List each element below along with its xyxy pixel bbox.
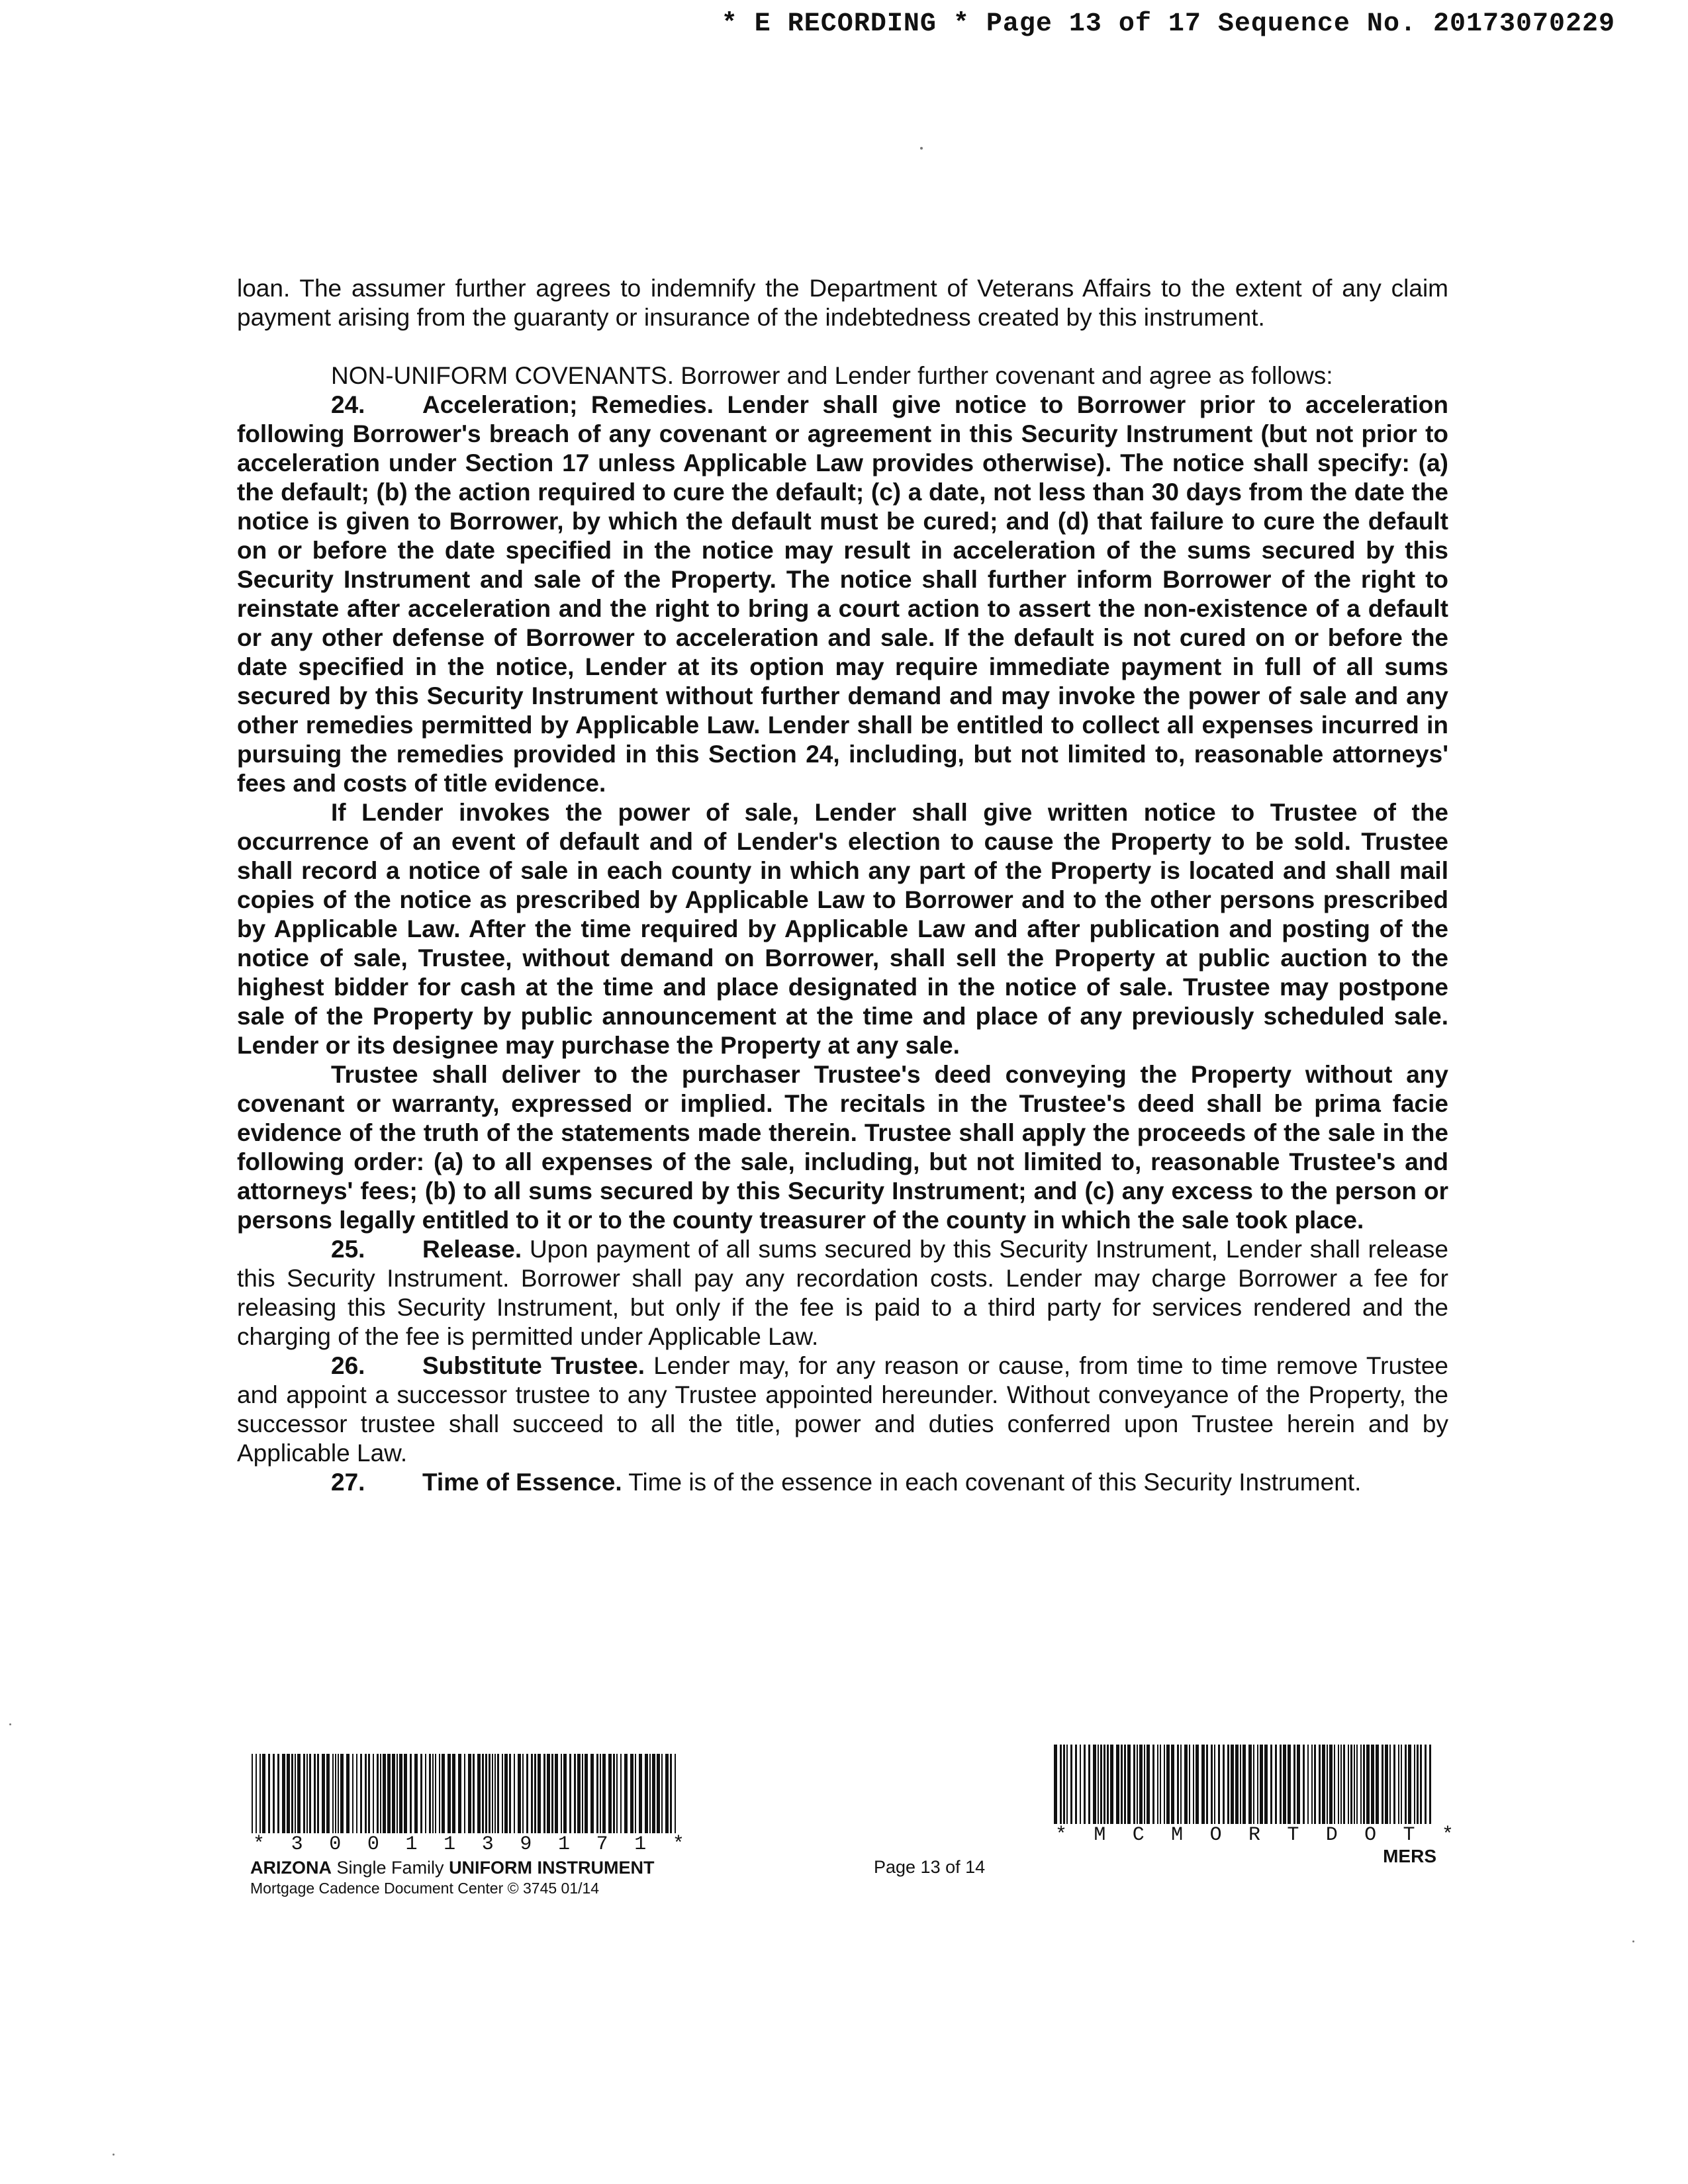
mers-label: MERS bbox=[1383, 1846, 1436, 1866]
barcode-bar bbox=[1110, 1745, 1113, 1824]
barcode-bar bbox=[458, 1754, 461, 1833]
barcode-bar bbox=[635, 1754, 636, 1833]
section-24-text: Lender shall give notice to Borrower prior to acceleration following Borrower's breach of any covenant or agreement in this Security Instrument (but not prior to acceleration under Section 17 unless Applicable Law provides otherwise). The notice shall specify: (a) the default; (b) the action required to cure the default; (c) a date, not less than 30 days from the date the notice is given to Borrower, by which the default must be cured; and (d) that failure to cure the default on or before the date specified in the notice may result in acceleration of the sums secured by this Security Instrument and sale of the Property. The notice shall further inform Borrower of the right to reinstate after acceleration and the right to bring a court action to assert the non-existence of a default or any other defense of Borrower to acceleration and sale. If the default is not cured on or before the date specified in the notice, Lender at its option may require immediate payment in full of all sums secured by this Security Instrument without further demand and may invoke the power of sale and any other remedies permitted by Applicable Law. Lender shall be entitled to collect all expenses incurred in pursuing the remedies provided in this Section 24, including, but not limited to, reasonable attorneys' fees and costs of title evidence. bbox=[237, 391, 1448, 797]
barcode-bar bbox=[518, 1754, 521, 1833]
barcode-bar bbox=[314, 1754, 316, 1833]
barcode-bar bbox=[1425, 1745, 1427, 1824]
barcode-bar bbox=[373, 1754, 374, 1833]
barcode-caption-char: 0 bbox=[329, 1833, 342, 1856]
section-27-paragraph bbox=[237, 1468, 1448, 1497]
barcode-bar bbox=[482, 1754, 484, 1833]
barcode-bar bbox=[383, 1754, 386, 1833]
barcode-caption-char: C bbox=[1132, 1824, 1145, 1846]
barcode-bar bbox=[1314, 1745, 1316, 1824]
barcode-bar bbox=[1248, 1745, 1252, 1824]
barcode-bar bbox=[1206, 1745, 1208, 1824]
barcode-bar bbox=[1348, 1745, 1349, 1824]
barcode-bar bbox=[360, 1754, 362, 1833]
barcode-bar bbox=[1063, 1745, 1065, 1824]
barcode-bar bbox=[277, 1754, 279, 1833]
barcode-bar bbox=[1084, 1745, 1086, 1824]
barcode-bar bbox=[1193, 1745, 1194, 1824]
barcode-bar bbox=[346, 1754, 350, 1833]
barcode-bar bbox=[356, 1754, 357, 1833]
barcode-bar bbox=[1060, 1745, 1062, 1824]
barcode-bar bbox=[1211, 1745, 1213, 1824]
barcode-bar bbox=[652, 1754, 655, 1833]
barcode-bar bbox=[1177, 1745, 1179, 1824]
form-title-instrument: UNIFORM INSTRUMENT bbox=[449, 1858, 655, 1878]
barcode-bar bbox=[602, 1754, 606, 1833]
barcode-bar bbox=[1366, 1745, 1370, 1824]
document-type-barcode bbox=[1053, 1745, 1436, 1824]
barcode-bar bbox=[1218, 1745, 1220, 1824]
barcode-bar bbox=[1127, 1745, 1131, 1824]
barcode-bar bbox=[1420, 1745, 1422, 1824]
barcode-bar bbox=[1080, 1745, 1081, 1824]
barcode-bar bbox=[492, 1754, 493, 1833]
barcode-bar bbox=[1280, 1745, 1282, 1824]
barcode-bar bbox=[1329, 1745, 1333, 1824]
document-body bbox=[237, 274, 1448, 1497]
barcode-bar bbox=[538, 1754, 541, 1833]
barcode-bar bbox=[1270, 1745, 1272, 1824]
barcode-bar bbox=[1385, 1745, 1388, 1824]
barcode-bar bbox=[477, 1754, 481, 1833]
barcode-bar bbox=[387, 1754, 391, 1833]
barcode-bar bbox=[1214, 1745, 1215, 1824]
barcode-bar bbox=[256, 1754, 257, 1833]
barcode-bar bbox=[1196, 1745, 1199, 1824]
barcode-bar bbox=[1137, 1745, 1138, 1824]
barcode-bar bbox=[335, 1754, 336, 1833]
section-27-number: 27. bbox=[331, 1469, 365, 1496]
barcode-caption-char: 1 bbox=[444, 1833, 456, 1856]
barcode-bar bbox=[661, 1754, 663, 1833]
barcode-bar bbox=[561, 1754, 562, 1833]
barcode-caption-char: * bbox=[253, 1833, 265, 1856]
form-title bbox=[250, 1857, 687, 1878]
barcode-bar bbox=[273, 1754, 275, 1833]
barcode-bar bbox=[1253, 1745, 1254, 1824]
section-26-number: 26. bbox=[331, 1352, 365, 1379]
footer-left-block bbox=[250, 1754, 687, 1898]
barcode-bar bbox=[291, 1754, 293, 1833]
barcode-bar bbox=[1429, 1745, 1431, 1824]
barcode-bar bbox=[1070, 1745, 1072, 1824]
barcode-bar bbox=[1240, 1745, 1241, 1824]
barcode-bar bbox=[1327, 1745, 1328, 1824]
barcode-bar bbox=[1166, 1745, 1170, 1824]
barcode-bar bbox=[1121, 1745, 1123, 1824]
barcode-bar bbox=[309, 1754, 311, 1833]
barcode-bar bbox=[555, 1754, 558, 1833]
barcode-bar bbox=[1307, 1745, 1309, 1824]
barcode-caption-char: * bbox=[672, 1833, 684, 1856]
barcode-bar bbox=[1103, 1745, 1105, 1824]
barcode-bar bbox=[657, 1754, 660, 1833]
barcode-bar bbox=[1360, 1745, 1362, 1824]
barcode-bar bbox=[340, 1754, 344, 1833]
barcode-bar bbox=[1189, 1745, 1190, 1824]
barcode-bar bbox=[268, 1754, 270, 1833]
barcode-bar bbox=[665, 1754, 669, 1833]
barcode-bar bbox=[1201, 1745, 1205, 1824]
barcode-bar bbox=[526, 1754, 528, 1833]
barcode-caption-char: 3 bbox=[481, 1833, 494, 1856]
barcode-bar bbox=[306, 1754, 308, 1833]
scan-speck bbox=[920, 147, 923, 150]
barcode-bar bbox=[1088, 1745, 1090, 1824]
barcode-bar bbox=[502, 1754, 503, 1833]
section-24-power-of-sale-paragraph: If Lender invokes the power of sale, Lender shall give written notice to Trustee of the occurrence of an event of default and of Lender's election to cause the Property to be sold. Trustee shall record a notice of sale in each county in which any part of the Property is located and shall mail copies of the notice as prescribed by Applicable Law to Borrower and to the other persons prescribed by Applicable Law. After the time required by Applicable Law and after publication and posting of the notice of sale, Trustee, without demand on Borrower, shall sell the Property at public auction to the highest bidder for cash at the time and place designated in the notice of sale. Trustee may postpone sale of the Property by public announcement at the time and place of any previously scheduled sale. Lender or its designee may purchase the Property at any sale. bbox=[237, 799, 1448, 1059]
barcode-bar bbox=[332, 1754, 334, 1833]
barcode-bar bbox=[639, 1754, 642, 1833]
barcode-bar bbox=[464, 1754, 465, 1833]
barcode-bar bbox=[1054, 1745, 1057, 1824]
scan-speck bbox=[1632, 1940, 1634, 1942]
barcode-bar bbox=[590, 1754, 594, 1833]
barcode-bar bbox=[563, 1754, 567, 1833]
barcode-bar bbox=[1405, 1745, 1407, 1824]
barcode-bar bbox=[1338, 1745, 1339, 1824]
barcode-bar bbox=[1417, 1745, 1419, 1824]
barcode-bar bbox=[468, 1754, 471, 1833]
barcode-bar bbox=[282, 1754, 285, 1833]
barcode-bar bbox=[1283, 1745, 1286, 1824]
barcode-bar bbox=[1227, 1745, 1229, 1824]
barcode-bar bbox=[1180, 1745, 1182, 1824]
barcode-bar bbox=[1297, 1745, 1300, 1824]
barcode-bar bbox=[447, 1754, 451, 1833]
barcode-bar bbox=[352, 1754, 353, 1833]
barcode-caption-char: 1 bbox=[634, 1833, 647, 1856]
barcode-bar bbox=[1075, 1745, 1077, 1824]
barcode-bar bbox=[1157, 1745, 1158, 1824]
barcode-bar bbox=[259, 1754, 261, 1833]
barcode-caption-char: 0 bbox=[367, 1833, 379, 1856]
barcode-bar bbox=[1401, 1745, 1402, 1824]
barcode-bar bbox=[1303, 1745, 1305, 1824]
barcode-bar bbox=[1107, 1745, 1109, 1824]
form-title-type: Single Family bbox=[332, 1858, 449, 1878]
barcode-bar bbox=[585, 1754, 588, 1833]
barcode-bar bbox=[410, 1754, 412, 1833]
barcode-bar bbox=[596, 1754, 598, 1833]
barcode-bar bbox=[435, 1754, 436, 1833]
non-uniform-covenants-intro: NON-UNIFORM COVENANTS. Borrower and Lender further covenant and agree as follows: bbox=[331, 362, 1333, 389]
barcode-bar bbox=[1066, 1745, 1068, 1824]
barcode-bar bbox=[1231, 1745, 1234, 1824]
barcode-bar bbox=[429, 1754, 431, 1833]
section-27-title: Time of Essence. bbox=[422, 1469, 622, 1496]
barcode-bar bbox=[439, 1754, 440, 1833]
section-24-number: 24. bbox=[331, 391, 365, 418]
barcode-bar bbox=[1389, 1745, 1391, 1824]
barcode-bar bbox=[392, 1754, 395, 1833]
barcode-bar bbox=[1414, 1745, 1415, 1824]
barcode-bar bbox=[534, 1754, 536, 1833]
barcode-bar bbox=[287, 1754, 290, 1833]
barcode-bar bbox=[1144, 1745, 1145, 1824]
barcode-bar bbox=[377, 1754, 379, 1833]
barcode-bar bbox=[442, 1754, 445, 1833]
barcode-bar bbox=[670, 1754, 672, 1833]
loan-barcode-caption bbox=[250, 1835, 687, 1854]
form-source: Mortgage Cadence Document Center © 3745 01/14 bbox=[250, 1880, 600, 1897]
barcode-bar bbox=[494, 1754, 496, 1833]
continuation-paragraph: loan. The assumer further agrees to indemnify the Department of Veterans Affairs to the extent of any claim payment arising from the guaranty or insurance of the indebtedness created by this instrument. bbox=[237, 275, 1448, 331]
barcode-caption-char: D bbox=[1325, 1824, 1338, 1846]
barcode-bar bbox=[1093, 1745, 1096, 1824]
barcode-bar bbox=[1356, 1745, 1358, 1824]
barcode-bar bbox=[1371, 1745, 1374, 1824]
barcode-bar bbox=[522, 1754, 524, 1833]
barcode-bar bbox=[1398, 1745, 1399, 1824]
barcode-bar bbox=[432, 1754, 434, 1833]
document-type-barcode-caption bbox=[1053, 1825, 1456, 1845]
barcode-caption-char: * bbox=[1441, 1824, 1454, 1846]
barcode-bar bbox=[1152, 1745, 1154, 1824]
barcode-bar bbox=[497, 1754, 499, 1833]
barcode-bar bbox=[1376, 1745, 1379, 1824]
barcode-bar bbox=[295, 1754, 296, 1833]
barcode-bar bbox=[1223, 1745, 1225, 1824]
barcode-bar bbox=[1363, 1745, 1365, 1824]
barcode-bar bbox=[1171, 1745, 1174, 1824]
barcode-bar bbox=[317, 1754, 319, 1833]
barcode-bar bbox=[630, 1754, 633, 1833]
barcode-bar bbox=[509, 1754, 511, 1833]
barcode-bar bbox=[1319, 1745, 1321, 1824]
barcode-bar bbox=[1382, 1745, 1383, 1824]
barcode-bar bbox=[547, 1754, 550, 1833]
barcode-bar bbox=[1164, 1745, 1165, 1824]
barcode-caption-char: 7 bbox=[596, 1833, 608, 1856]
barcode-bar bbox=[1322, 1745, 1325, 1824]
barcode-bar bbox=[577, 1754, 581, 1833]
section-26-text: Lender may, for any reason or cause, from time to time remove Trustee and appoint a successor trustee to any Trustee appointed hereunder. Without conveyance of the Property, the successor trustee shall succeed to all the title, power and duties conferred upon Trustee herein and by Applicable Law. bbox=[237, 1352, 1448, 1467]
barcode-caption-char: 9 bbox=[520, 1833, 532, 1856]
barcode-bar bbox=[1116, 1745, 1119, 1824]
scan-speck bbox=[9, 1723, 11, 1725]
footer-right-block bbox=[1053, 1745, 1456, 1866]
section-26-paragraph bbox=[237, 1351, 1448, 1468]
barcode-bar bbox=[620, 1754, 622, 1833]
barcode-bar bbox=[297, 1754, 301, 1833]
barcode-caption-char: R bbox=[1248, 1824, 1260, 1846]
barcode-bar bbox=[485, 1754, 487, 1833]
barcode-bar bbox=[365, 1754, 367, 1833]
scan-speck bbox=[113, 2154, 115, 2156]
barcode-caption-char: T bbox=[1403, 1824, 1415, 1846]
barcode-bar bbox=[397, 1754, 398, 1833]
barcode-bar bbox=[322, 1754, 325, 1833]
barcode-caption-char: M bbox=[1171, 1824, 1184, 1846]
barcode-bar bbox=[531, 1754, 533, 1833]
barcode-bar bbox=[368, 1754, 370, 1833]
barcode-bar bbox=[543, 1754, 545, 1833]
section-24-paragraph bbox=[237, 390, 1448, 798]
barcode-bar bbox=[514, 1754, 515, 1833]
barcode-bar bbox=[569, 1754, 571, 1833]
barcode-bar bbox=[574, 1754, 576, 1833]
barcode-bar bbox=[1293, 1745, 1295, 1824]
barcode-caption-char: * bbox=[1055, 1824, 1068, 1846]
barcode-bar bbox=[252, 1754, 253, 1833]
section-25-number: 25. bbox=[331, 1236, 365, 1263]
barcode-caption-char: O bbox=[1364, 1824, 1377, 1846]
barcode-bar bbox=[1343, 1745, 1345, 1824]
barcode-bar bbox=[404, 1754, 407, 1833]
barcode-bar bbox=[582, 1754, 583, 1833]
barcode-caption-char: M bbox=[1094, 1824, 1106, 1846]
barcode-bar bbox=[1354, 1745, 1355, 1824]
barcode-bar bbox=[1288, 1745, 1291, 1824]
barcode-bar bbox=[399, 1754, 402, 1833]
recording-header: * E RECORDING * Page 13 of 17 Sequence No. 20173070229 bbox=[721, 9, 1615, 39]
barcode-bar bbox=[600, 1754, 601, 1833]
barcode-bar bbox=[1160, 1745, 1161, 1824]
loan-barcode bbox=[250, 1754, 680, 1833]
barcode-bar bbox=[1260, 1745, 1263, 1824]
section-24-title: Acceleration; Remedies. bbox=[422, 391, 714, 418]
barcode-bar bbox=[1311, 1745, 1313, 1824]
section-25-title: Release. bbox=[422, 1236, 522, 1263]
barcode-bar bbox=[1264, 1745, 1268, 1824]
barcode-bar bbox=[1184, 1745, 1188, 1824]
barcode-bar bbox=[504, 1754, 508, 1833]
barcode-bar bbox=[608, 1754, 612, 1833]
barcode-bar bbox=[1275, 1745, 1277, 1824]
section-25-text: Upon payment of all sums secured by this Security Instrument, Lender shall release this Security Instrument. Borrower shall pay any recordation costs. Lender may charge Borrower a fee for releasing this Security Instrument, but only if the fee is paid to a third party for services rendered and the charging of the fee is permitted under Applicable Law. bbox=[237, 1236, 1448, 1350]
barcode-bar bbox=[675, 1754, 676, 1833]
section-25-paragraph bbox=[237, 1235, 1448, 1351]
barcode-bar bbox=[262, 1754, 265, 1833]
barcode-bar bbox=[420, 1754, 422, 1833]
barcode-bar bbox=[414, 1754, 418, 1833]
page-number: Page 13 of 14 bbox=[874, 1857, 986, 1877]
barcode-bar bbox=[624, 1754, 628, 1833]
barcode-bar bbox=[452, 1754, 455, 1833]
barcode-bar bbox=[1147, 1745, 1150, 1824]
barcode-bar bbox=[1350, 1745, 1352, 1824]
barcode-bar bbox=[1235, 1745, 1239, 1824]
barcode-caption-char: 3 bbox=[291, 1833, 303, 1856]
barcode-bar bbox=[613, 1754, 615, 1833]
barcode-bar bbox=[1100, 1745, 1102, 1824]
barcode-caption-char: 1 bbox=[405, 1833, 418, 1856]
barcode-bar bbox=[1393, 1745, 1395, 1824]
barcode-bar bbox=[303, 1754, 305, 1833]
barcode-bar bbox=[649, 1754, 651, 1833]
barcode-bar bbox=[1340, 1745, 1342, 1824]
barcode-bar bbox=[1334, 1745, 1335, 1824]
barcode-bar bbox=[380, 1754, 381, 1833]
barcode-caption-char: T bbox=[1287, 1824, 1299, 1846]
barcode-bar bbox=[551, 1754, 553, 1833]
barcode-bar bbox=[338, 1754, 339, 1833]
barcode-bar bbox=[425, 1754, 426, 1833]
barcode-caption-char: 1 bbox=[558, 1833, 571, 1856]
barcode-bar bbox=[1124, 1745, 1126, 1824]
section-24-trustee-deed-paragraph: Trustee shall deliver to the purchaser Trustee's deed conveying the Property without any covenant or warranty, expressed or implied. The recitals in the Trustee's deed shall be prima facie evidence of the truth of the statements made therein. Trustee shall apply the proceeds of the sale in the following order: (a) to all expenses of the sale, including, but not limited to, reasonable Trustee's and attorneys' fees; (b) to all sums secured by this Security Instrument; and (c) any excess to the person or persons legally entitled to it or to the county treasurer of the county in which the sale took place. bbox=[237, 1061, 1448, 1234]
barcode-bar bbox=[645, 1754, 648, 1833]
barcode-bar bbox=[1139, 1745, 1143, 1824]
barcode-bar bbox=[1133, 1745, 1135, 1824]
form-title-state: ARIZONA bbox=[250, 1858, 332, 1878]
barcode-bar bbox=[1257, 1745, 1258, 1824]
barcode-bar bbox=[1408, 1745, 1411, 1824]
barcode-caption-char: O bbox=[1209, 1824, 1222, 1846]
section-27-text: Time is of the essence in each covenant of this Security Instrument. bbox=[622, 1469, 1362, 1496]
barcode-bar bbox=[326, 1754, 330, 1833]
section-26-title: Substitute Trustee. bbox=[422, 1352, 645, 1379]
barcode-bar bbox=[616, 1754, 618, 1833]
barcode-bar bbox=[1098, 1745, 1099, 1824]
barcode-bar bbox=[1243, 1745, 1246, 1824]
barcode-bar bbox=[489, 1754, 491, 1833]
barcode-bar bbox=[473, 1754, 475, 1833]
